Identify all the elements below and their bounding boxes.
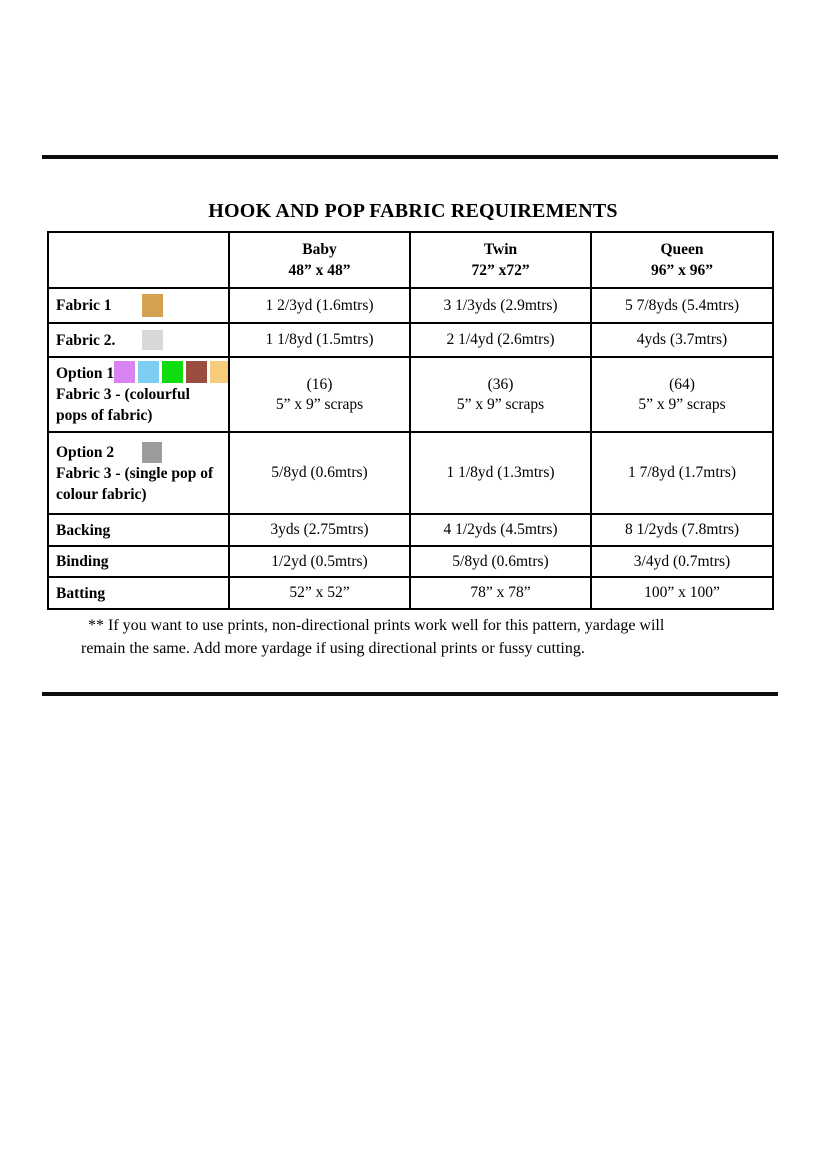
option-2-label: Option 2 [56, 443, 115, 461]
option-2-sublabel-line1: Fabric 3 - (single pop of [56, 464, 214, 482]
cell-option1-baby [229, 357, 410, 432]
option-2-sublabel-line2: colour fabric) [56, 485, 147, 503]
option-1-sublabel-line1: Fabric 3 - (colourful [56, 386, 190, 403]
row-label-fabric-2 [48, 323, 229, 357]
row-label-option-2 [48, 432, 229, 514]
cell-option2-baby: 5/8yd (0.6mtrs) [229, 432, 410, 514]
page-title: HOOK AND POP FABRIC REQUIREMENTS [208, 200, 618, 222]
column-size: 72” x72” [471, 262, 530, 279]
footnote [0, 614, 826, 660]
fabric-requirements-table [47, 231, 774, 610]
column-name: Baby [302, 241, 337, 258]
table-row [48, 432, 773, 514]
fabric-1-label: Fabric 1 [56, 297, 112, 314]
footnote-line-2: remain the same. Add more yardage if using directional prints or fussy cutting. [81, 640, 585, 657]
cell-fabric2-queen: 4yds (3.7mtrs) [591, 323, 773, 357]
cell-option2-queen: 1 7/8yd (1.7mtrs) [591, 432, 773, 514]
cell-binding-twin: 5/8yd (0.6mtrs) [410, 546, 591, 577]
column-size: 96” x 96” [651, 262, 713, 279]
column-size: 48” x 48” [288, 262, 351, 279]
cell-binding-baby: 1/2yd (0.5mtrs) [229, 546, 410, 577]
scrap-count: (36) [487, 375, 514, 393]
option-2-color-swatch [142, 442, 162, 463]
table-row [48, 357, 773, 432]
scrap-count: (16) [306, 375, 333, 393]
swatch-green [162, 361, 183, 383]
option-1-sublabel-line2: pops of fabric) [56, 407, 153, 424]
cell-backing-twin: 4 1/2yds (4.5mtrs) [410, 514, 591, 546]
fabric-2-color-swatch [142, 330, 163, 350]
cell-backing-queen: 8 1/2yds (7.8mtrs) [591, 514, 773, 546]
table-header-row [48, 232, 773, 288]
column-name: Twin [483, 241, 518, 258]
row-label-binding: Binding [48, 546, 229, 577]
scrap-count: (64) [669, 375, 695, 393]
table-corner-cell [48, 232, 229, 288]
cell-binding-queen: 3/4yd (0.7mtrs) [591, 546, 773, 577]
option-1-label: Option 1 [56, 365, 115, 382]
row-label-option-1 [48, 357, 229, 432]
cell-batting-queen: 100” x 100” [591, 577, 773, 609]
option-1-color-swatches [114, 361, 229, 383]
cell-fabric2-baby: 1 1/8yd (1.5mtrs) [229, 323, 410, 357]
cell-option1-queen [591, 357, 773, 432]
row-label-fabric-1 [48, 288, 229, 323]
cell-option1-twin [410, 357, 591, 432]
cell-batting-twin: 78” x 78” [410, 577, 591, 609]
cell-fabric1-queen: 5 7/8yds (5.4mtrs) [591, 288, 773, 323]
swatch-light-blue [138, 361, 159, 383]
fabric-1-color-swatch [142, 294, 163, 317]
cell-option2-twin: 1 1/8yd (1.3mtrs) [410, 432, 591, 514]
scrap-size: 5” x 9” scraps [638, 395, 726, 413]
bottom-divider-rule [42, 692, 778, 696]
fabric-2-label: Fabric 2. [56, 331, 116, 349]
top-divider-rule [42, 155, 778, 159]
row-label-backing: Backing [48, 514, 229, 546]
table-row [48, 288, 773, 323]
table-row [48, 514, 773, 546]
cell-fabric2-twin: 2 1/4yd (2.6mtrs) [410, 323, 591, 357]
row-label-batting: Batting [48, 577, 229, 609]
column-header-queen [591, 232, 773, 288]
cell-batting-baby: 52” x 52” [229, 577, 410, 609]
cell-fabric1-baby: 1 2/3yd (1.6mtrs) [229, 288, 410, 323]
footnote-line-1: ** If you want to use prints, non-directional prints work well for this pattern, yardage will [88, 617, 665, 634]
swatch-peach [210, 361, 229, 383]
table-row [48, 546, 773, 577]
scrap-size: 5” x 9” scraps [456, 395, 545, 413]
table-row [48, 577, 773, 609]
column-name: Queen [660, 241, 704, 258]
scrap-size: 5” x 9” scraps [275, 395, 364, 413]
column-header-twin [410, 232, 591, 288]
swatch-brown [186, 361, 207, 383]
cell-fabric1-twin: 3 1/3yds (2.9mtrs) [410, 288, 591, 323]
cell-backing-baby: 3yds (2.75mtrs) [229, 514, 410, 546]
table-row [48, 323, 773, 357]
swatch-violet [114, 361, 135, 383]
column-header-baby [229, 232, 410, 288]
